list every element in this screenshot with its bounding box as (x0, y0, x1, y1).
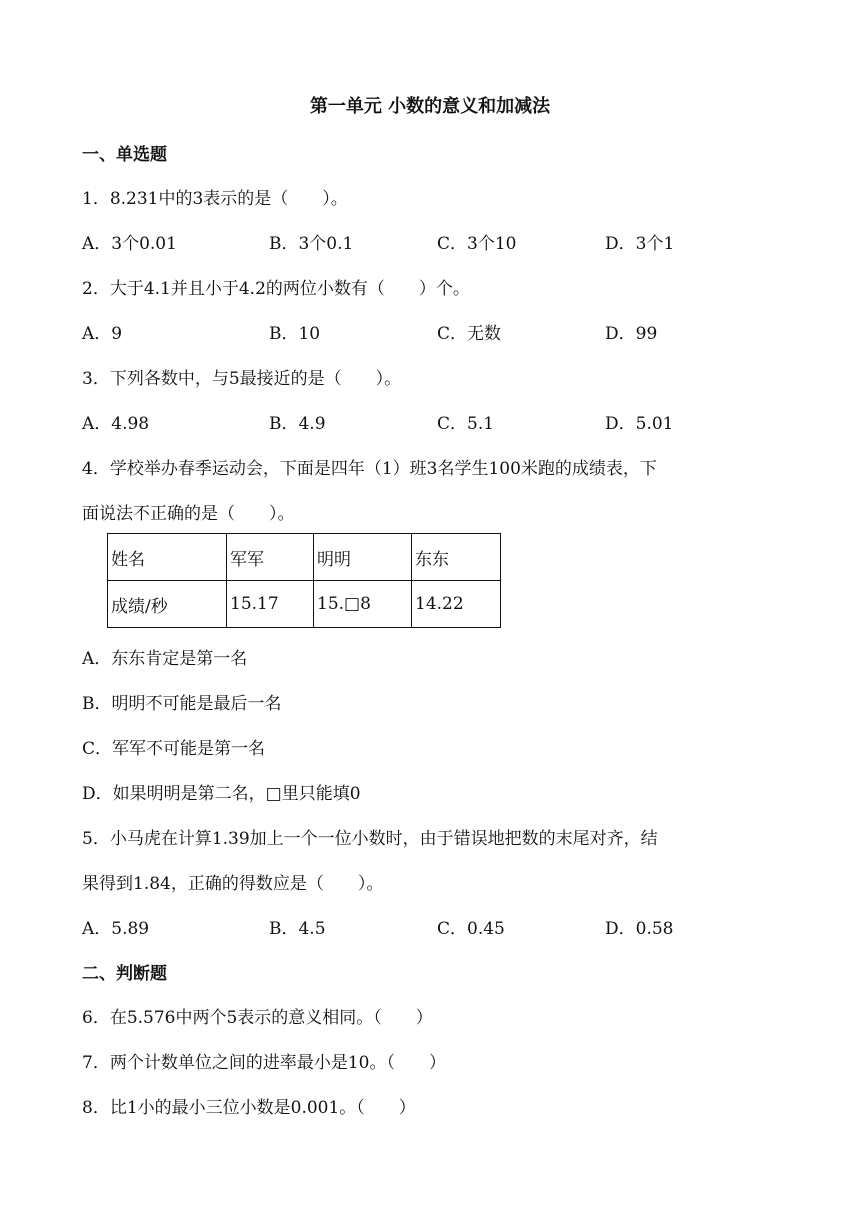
option-a: A．3个0.01 (82, 234, 177, 254)
table-cell: 军军 (227, 534, 314, 581)
question-5-line-1: 5．小马虎在计算1.39加上一个一位小数时，由于错误地把数的末尾对齐，结 (82, 829, 658, 849)
option-b: B．10 (269, 324, 321, 344)
option-b: B．3个0.1 (269, 234, 354, 254)
question-2: 2．大于4.1并且小于4.2的两位小数有（ ）个。 (82, 279, 470, 299)
question-7: 7．两个计数单位之间的进率最小是10。（ ） (82, 1053, 446, 1073)
option-d: D．99 (605, 324, 658, 344)
table-cell: 成绩/秒 (108, 581, 227, 628)
option-c: C．5.1 (437, 414, 495, 434)
question-3: 3．下列各数中，与5最接近的是（ ）。 (82, 369, 402, 389)
question-4-line-2: 面说法不正确的是（ ）。 (82, 504, 295, 524)
table-cell: 15.17 (227, 581, 314, 628)
option-d: D．5.01 (605, 414, 674, 434)
option-a: A．9 (82, 324, 123, 344)
table-header-row (108, 534, 501, 581)
question-5-line-2: 果得到1.84，正确的得数应是（ ）。 (82, 874, 384, 894)
question-4-option-c: C．军军不可能是第一名 (82, 739, 266, 759)
table-cell: 姓名 (108, 534, 227, 581)
section-heading-single-choice: 一、单选题 (82, 145, 167, 165)
option-c: C．3个10 (437, 234, 517, 254)
option-b: B．4.9 (269, 414, 326, 434)
option-b: B．4.5 (269, 919, 326, 939)
option-a: A．5.89 (82, 919, 150, 939)
question-8: 8．比1小的最小三位小数是0.001。（ ） (82, 1098, 416, 1118)
table-row (108, 581, 501, 628)
question-1: 1．8.231中的3表示的是（ ）。 (82, 189, 348, 209)
table-cell: 14.22 (412, 581, 501, 628)
table-cell: 明明 (314, 534, 412, 581)
option-c: C．0.45 (437, 919, 505, 939)
question-4-line-1: 4．学校举办春季运动会，下面是四年（1）班3名学生100米跑的成绩表，下 (82, 459, 657, 479)
table-cell: 15.□8 (314, 581, 412, 628)
question-4-option-d: D．如果明明是第二名，□里只能填0 (82, 784, 361, 804)
option-c: C．无数 (437, 324, 502, 344)
option-a: A．4.98 (82, 414, 150, 434)
page-title: 第一单元 小数的意义和加减法 (309, 96, 551, 117)
option-d: D．3个1 (605, 234, 675, 254)
question-4-option-a: A．东东肯定是第一名 (82, 649, 248, 669)
table-cell: 东东 (412, 534, 501, 581)
score-table (107, 533, 501, 628)
section-heading-true-false: 二、判断题 (82, 964, 167, 984)
question-4-option-b: B．明明不可能是最后一名 (82, 694, 282, 714)
option-d: D．0.58 (605, 919, 674, 939)
question-6: 6．在5.576中两个5表示的意义相同。（ ） (82, 1008, 433, 1028)
